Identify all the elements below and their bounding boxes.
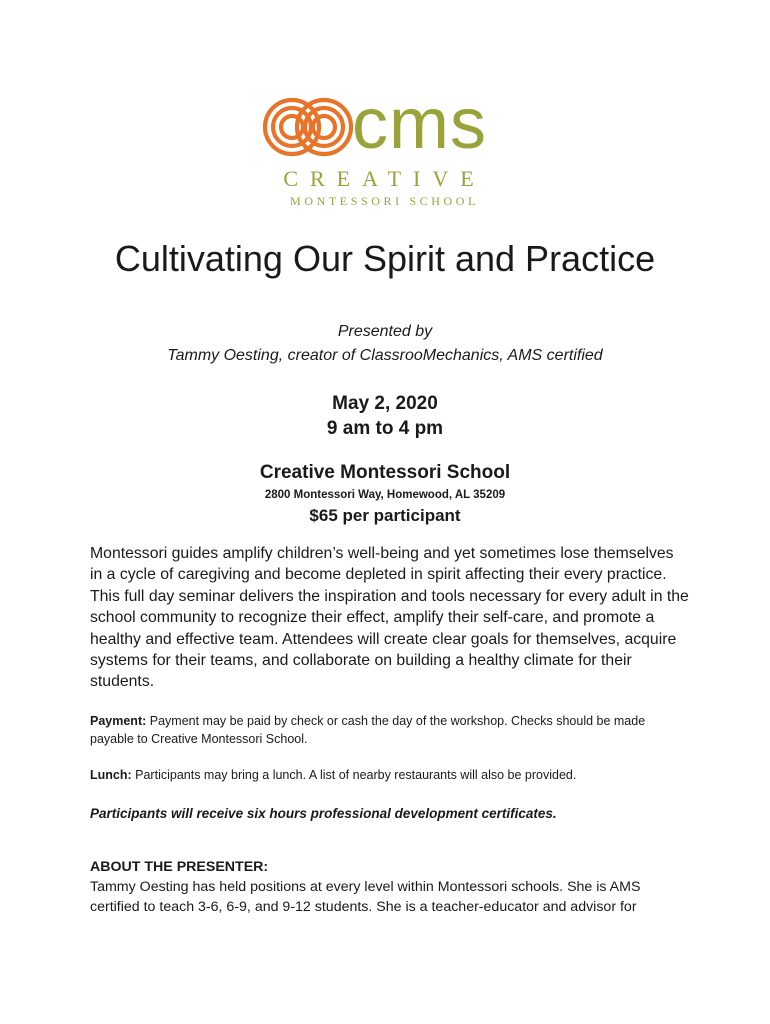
logo-word-montessori-school: MONTESSORI SCHOOL <box>290 194 479 208</box>
logo-word-creative: CREATIVE <box>283 166 486 191</box>
about-presenter-heading: ABOUT THE PRESENTER: <box>90 859 269 875</box>
event-datetime <box>0 391 770 441</box>
about-presenter-text: Tammy Oesting has held positions at every level within Montessori schools. She is AMS certified to teach 3-6, 6-9, and 9-12 students. She is a teacher-educator and advisor for <box>90 879 641 915</box>
school-logo <box>262 84 512 213</box>
event-date: May 2, 2020 <box>332 393 438 414</box>
presented-by-label: Presented by <box>337 323 433 340</box>
lunch-paragraph <box>90 766 690 784</box>
logo-acronym: cms <box>352 84 487 164</box>
venue-name: Creative Montessori School <box>259 462 511 483</box>
interlocking-rings-icon <box>262 92 354 162</box>
event-time: 9 am to 4 pm <box>326 418 444 439</box>
price: $65 per participant <box>309 506 461 525</box>
presenter-name: Tammy Oesting, creator of ClassrooMechanics, AMS certified <box>167 347 603 364</box>
presenter-block <box>0 320 770 368</box>
lunch-label: Lunch: <box>90 768 132 782</box>
page-title: Cultivating Our Spirit and Practice <box>114 238 656 279</box>
payment-text: Payment may be paid by check or cash the day of the workshop. Checks should be made payable to Creative Montessori School. <box>90 714 646 746</box>
description-paragraph: Montessori guides amplify children’s well-being and yet sometimes lose themselves in a cycle of caregiving and become depleted in spirit affecting their every practice. This full day seminar delivers the inspiration and tools necessary for every adult in the school community to recognize their effect, amplify their self-care, and promote a healthy and effective team. Attendees will create clear goals for themselves, acquire systems for their teams, and collaborate on building a healthy climate for their students. <box>90 545 689 691</box>
certificates-note: Participants will receive six hours professional development certificates. <box>90 806 557 821</box>
lunch-text: Participants may bring a lunch. A list of nearby restaurants will also be provided. <box>131 768 577 782</box>
payment-paragraph <box>90 712 690 748</box>
venue-address: 2800 Montessori Way, Homewood, AL 35209 <box>264 489 506 501</box>
payment-label: Payment: <box>90 714 147 728</box>
